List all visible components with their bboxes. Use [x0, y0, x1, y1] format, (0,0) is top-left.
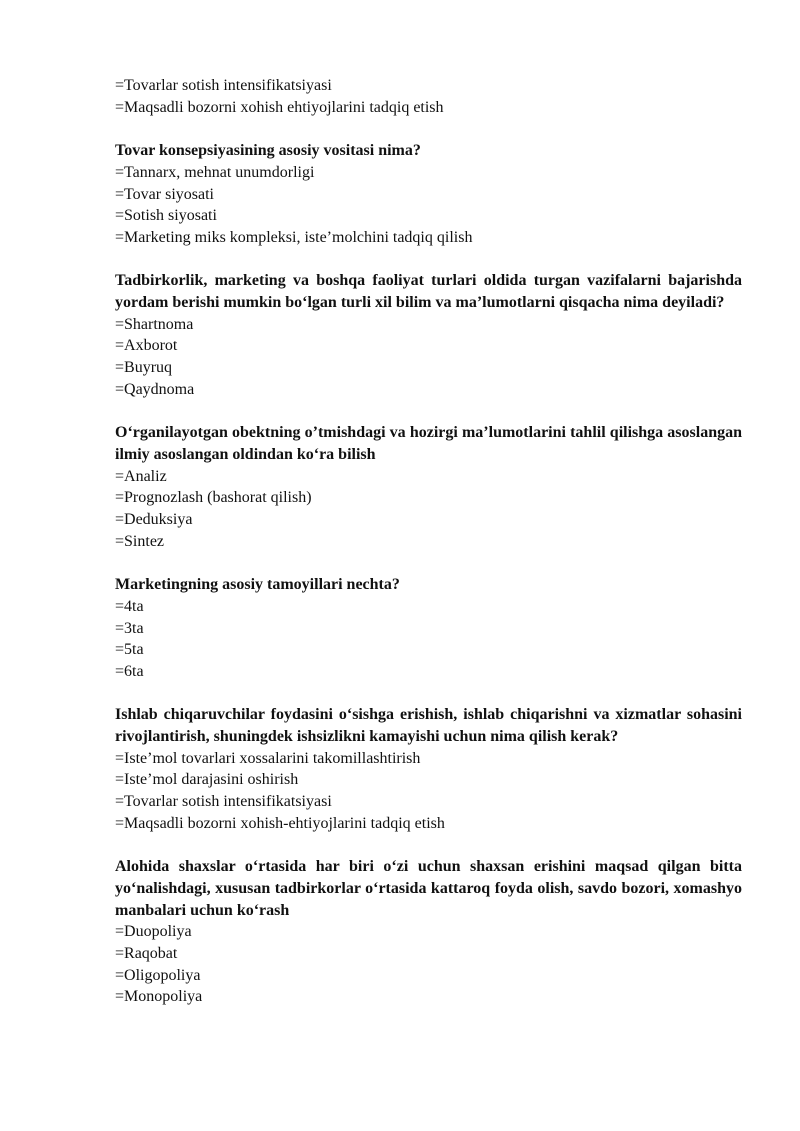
question-text: Tovar konsepsiyasining asosiy vositasi nima? — [115, 142, 421, 160]
answer-option: =5ta — [115, 641, 144, 659]
answer-option: =Axborot — [115, 337, 178, 355]
question-block — [115, 270, 742, 400]
question-block — [115, 140, 742, 249]
answer-option: =6ta — [115, 662, 144, 680]
answer-option: =Iste’mol darajasini oshirish — [115, 771, 299, 789]
spacer — [115, 249, 742, 271]
answer-option: =Tovarlar sotish intensifikatsiyasi — [115, 77, 332, 94]
question-text: Tadbirkorlik, marketing va boshqa faoliyat turlari oldida turgan vazifalarni bajarishda yordam berishi mumkin bo‘lgan turli xil bilim va ma’lumotlarni qisqacha nima deyiladi? — [115, 272, 742, 311]
answer-option: =Monopoliya — [115, 988, 203, 1006]
answer-option: =Qaydnoma — [115, 380, 195, 398]
answer-option: =3ta — [115, 619, 144, 637]
question-block — [115, 574, 742, 683]
spacer — [115, 835, 742, 857]
answer-option: =Marketing miks kompleksi, iste’molchini tadqiq qilish — [115, 228, 473, 246]
answer-option: =Maqsadli bozorni xohish-ehtiyojlarini tadqiq etish — [115, 814, 445, 832]
answer-option: =Tovarlar sotish intensifikatsiyasi — [115, 793, 332, 811]
answer-option: =Oligopoliya — [115, 966, 201, 984]
question-text: Ishlab chiqaruvchilar foydasini o‘sishga erishish, ishlab chiqarishni va xizmatlar sohasini rivojlantirish, shuningdek ishsizlikni kamayishi uchun nima qilish kerak? — [115, 706, 742, 746]
answer-option: =Shartnoma — [115, 315, 194, 333]
question-text: O‘rganilayotgan obektning o’tmishdagi va hozirgi ma’lumotlarini tahlil qilishga asoslangan ilmiy asoslangan oldindan ko‘ra bilish — [115, 424, 742, 463]
answer-option: =Tovar siyosati — [115, 185, 214, 203]
spacer — [115, 683, 742, 705]
spacer — [115, 401, 742, 423]
answer-option: =Deduksiya — [115, 511, 193, 529]
answer-option: =Raqobat — [115, 945, 178, 963]
document-page — [115, 75, 742, 1008]
question-block — [115, 422, 742, 552]
answer-option: =Maqsadli bozorni xohish ehtiyojlarini tadqiq etish — [115, 98, 444, 116]
answer-option: =Tannarx, mehnat unumdorligi — [115, 163, 315, 181]
question-block — [115, 856, 742, 1008]
answer-option: =4ta — [115, 597, 144, 615]
spacer — [115, 552, 742, 574]
answer-option: =Duopoliya — [115, 923, 192, 941]
answer-option: =Analiz — [115, 467, 167, 485]
answer-option: =Prognozlash (bashorat qilish) — [115, 489, 312, 507]
question-text: Marketingning asosiy tamoyillari nechta? — [115, 576, 400, 594]
answer-option: =Sotish siyosati — [115, 207, 217, 225]
spacer — [115, 118, 742, 140]
answer-option: =Buyruq — [115, 359, 173, 377]
question-block — [115, 704, 742, 834]
question-text: Alohida shaxslar o‘rtasida har biri o‘zi uchun shaxsan erishini maqsad qilgan bitta yo‘nalishdagi, xususan tadbirkorlar o‘rtasida kattaroq foyda olish, savdo bozori, xomashyo manbalari uchun ko‘rash — [115, 858, 742, 919]
answer-option: =Sintez — [115, 532, 165, 550]
intro-answers — [115, 75, 742, 118]
answer-option: =Iste’mol tovarlari xossalarini takomillashtirish — [115, 749, 421, 767]
